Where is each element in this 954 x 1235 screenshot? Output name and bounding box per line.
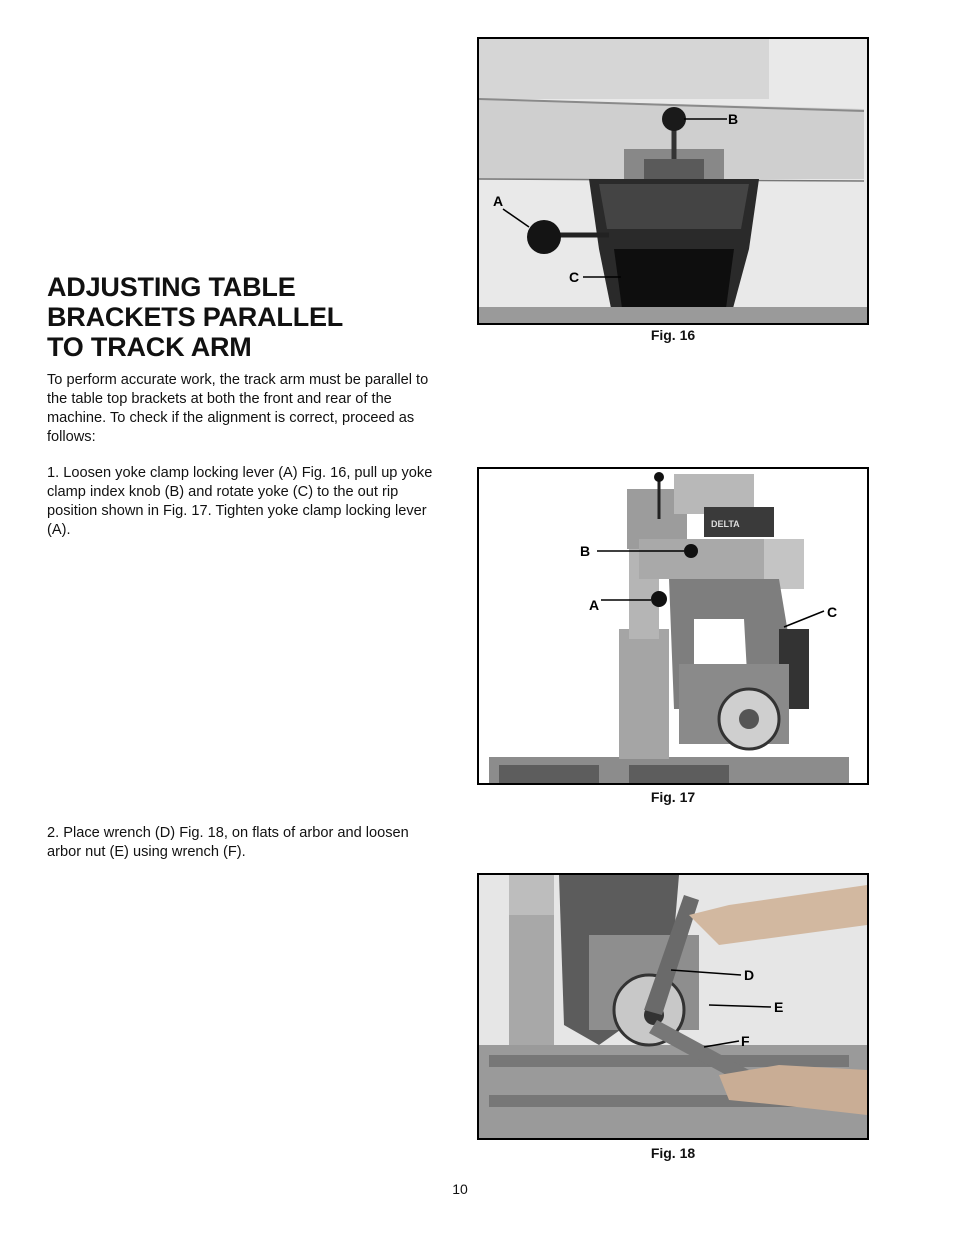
section-heading [47, 272, 447, 362]
figure-17-caption: Fig. 17 [650, 789, 696, 805]
fig17-brand-label: DELTA [711, 519, 740, 529]
heading-line-1: ADJUSTING TABLE [47, 272, 296, 302]
figure-16-caption: Fig. 16 [650, 327, 696, 343]
intro-paragraph: To perform accurate work, the track arm must be parallel to the table top brackets at both the front and rear of the machine. To check if the alignment is correct, proceed as follows: [47, 372, 429, 445]
figure-17-photo [477, 467, 869, 785]
heading-line-3: TO TRACK ARM [47, 332, 252, 362]
fig16-label-c: C [569, 269, 580, 285]
step-1-paragraph: 1. Loosen yoke clamp locking lever (A) Fig. 16, pull up yoke clamp index knob (B) and rotate yoke (C) to the out rip position shown in Fig. 17. Tighten yoke clamp locking lever (A). [47, 465, 433, 538]
step-2-paragraph: 2. Place wrench (D) Fig. 18, on flats of arbor and loosen arbor nut (E) using wrench (F). [47, 825, 409, 860]
fig17-label-a: A [589, 597, 600, 613]
fig17-label-b: B [580, 543, 591, 559]
figure-16-photo [477, 37, 869, 325]
fig18-label-e: E [774, 999, 784, 1015]
figure-18-photo [477, 873, 869, 1140]
fig16-label-b: B [728, 111, 739, 127]
page-number: 10 [452, 1181, 468, 1197]
fig18-label-f: F [741, 1033, 750, 1049]
fig16-label-a: A [493, 193, 504, 209]
fig18-label-d: D [744, 967, 755, 983]
heading-line-2: BRACKETS PARALLEL [47, 302, 344, 332]
fig17-label-c: C [827, 604, 838, 620]
figure-18-caption: Fig. 18 [650, 1145, 696, 1161]
